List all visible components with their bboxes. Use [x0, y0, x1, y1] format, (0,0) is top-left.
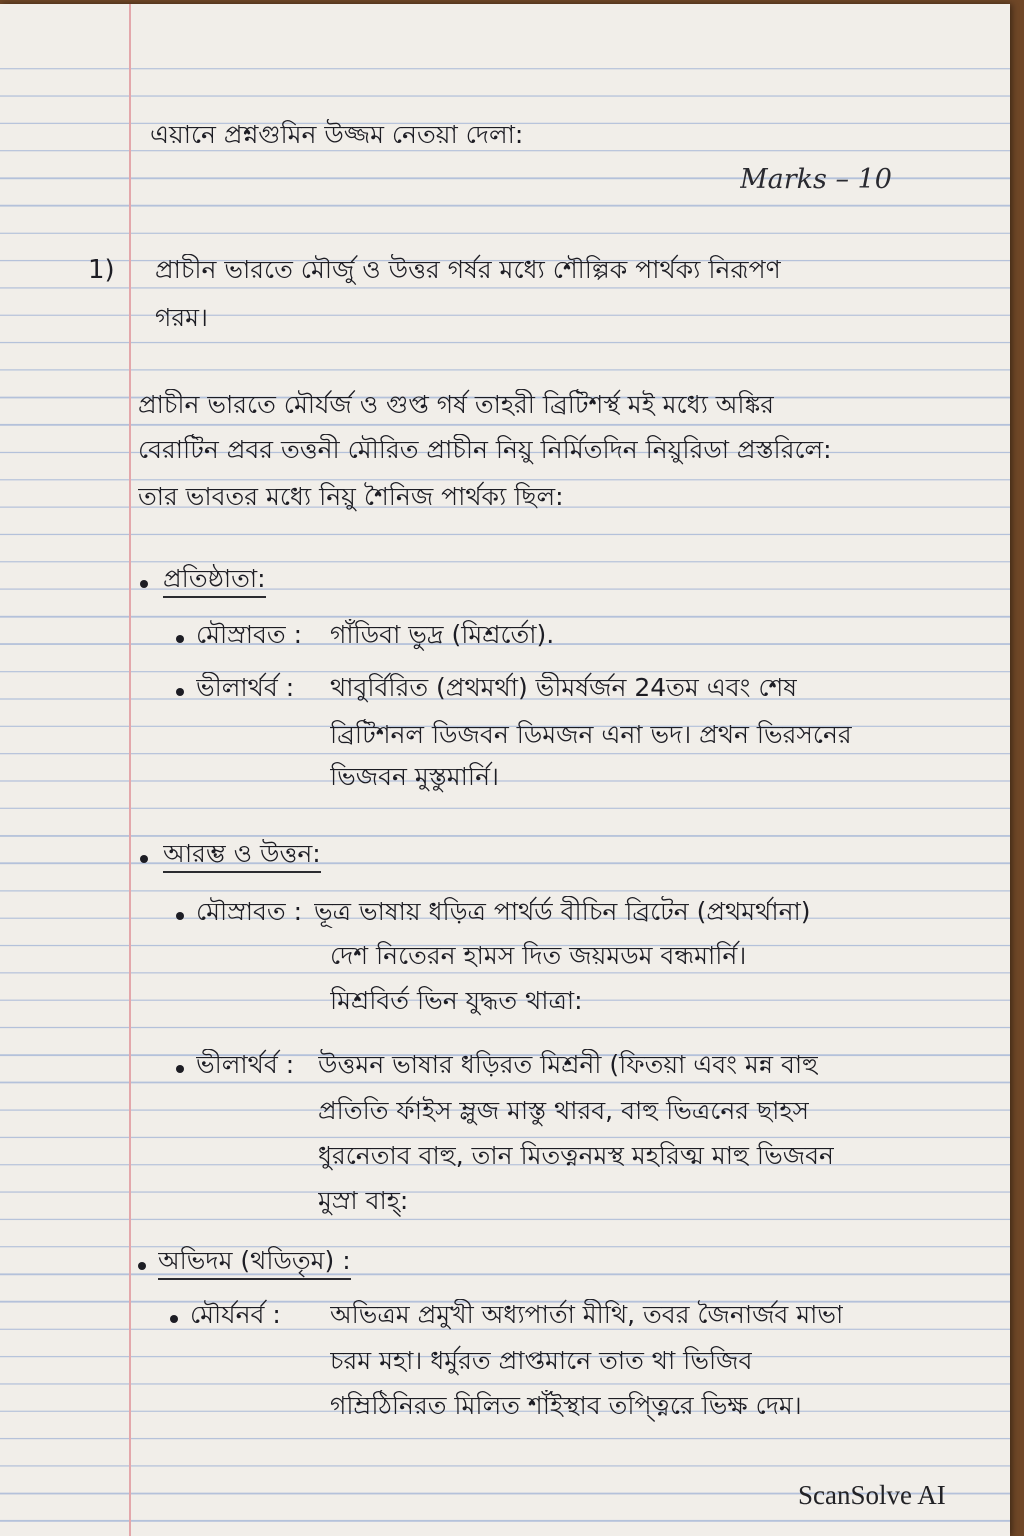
- bullet-icon: [176, 635, 184, 643]
- item-text-line: গম্রিঠিনিরত মিলিত শাঁইস্থাব তপ্ত্নিরে ভিক্ষ দেম।: [330, 1391, 802, 1420]
- item-text-line: ব্রিটিশনল ডিজবন ডিমজন এনা ভদ। প্রথন ভিরসনের: [330, 720, 852, 749]
- item-label: মৌর্যনর্ব :: [190, 1300, 281, 1329]
- intro-line: প্রাচীন ভারতে মৌর্যর্জ ও গুপ্ত গর্ষ তাহরী ব্রিটিশর্স্থ মই মধ্যে অঙ্কির: [138, 390, 774, 419]
- item-label: ভীলার্থর্ব :: [196, 1050, 295, 1079]
- bullet-icon: [140, 855, 148, 863]
- notebook-page: [0, 4, 1010, 1536]
- item-text-line: ভূত্র ভাষায় ধড়িত্র পার্থর্ড বীচিন ব্রিটেন (প্রথমর্থানা): [314, 897, 811, 926]
- item-text-line: মিশ্রবির্ত ভিন যুদ্ধত থাত্রা:: [330, 986, 583, 1015]
- item-text-line: প্রতিতি র্ফাইস ম্লুজ মাস্তু থারব, বাহু ভিত্রনের ছাহস: [318, 1096, 810, 1125]
- question-number: 1): [88, 255, 115, 285]
- page-heading: এয়ানে প্রশ্নগুমিন উজ্জম নেতয়া দেলা:: [150, 120, 524, 149]
- bullet-icon: [138, 1262, 146, 1270]
- item-label: ভীলার্থর্ব :: [196, 673, 295, 702]
- item-label: মৌস্রাবত :: [196, 620, 302, 649]
- section-heading: আরম্ভ ও উত্তন:: [163, 839, 321, 873]
- item-text-line: মুস্রা বাহ্:: [318, 1186, 409, 1215]
- item-label: মৌস্রাবত :: [196, 897, 302, 926]
- item-text-line: গাঁডিবা ভুদ্র (মিশ্রর্তো).: [330, 620, 555, 649]
- bullet-icon: [176, 1065, 184, 1073]
- intro-line: বেরাটিন প্রবর তত্তনী মৌরিত প্রাচীন নিয়ু নির্মিতদিন নিয়ুরিডা প্রস্তরিলে:: [138, 435, 832, 464]
- item-text-line: থাবুর্বিরিত (প্রথমর্থা) ভীমর্ষর্জন 24তম এবং শেষ: [330, 673, 798, 702]
- intro-line: তার ভাবতর মধ্যে নিয়ু শৈনিজ পার্থক্য ছিল:: [138, 482, 564, 511]
- item-text-line: অভিত্রম প্রমুখী অধ্যপার্তা মীথি, তবর জৈনার্জব মাভা: [330, 1300, 844, 1329]
- bullet-icon: [176, 912, 184, 920]
- item-text-line: চরম মহা। ধর্মুরত প্রাপ্তমানে তাত থা ভিজিব: [330, 1346, 753, 1375]
- margin-line: [129, 4, 131, 1536]
- item-text-line: ভিজবন মুস্তুমার্নি।: [330, 762, 499, 791]
- item-text-line: দেশ নিতেরন হামস দিত জয়মডম বন্ধমার্নি।: [330, 941, 747, 970]
- question-line: প্রাচীন ভারতে মৌর্জু ও উত্তর গর্ষর মধ্যে শৌল্পিক পার্থক্য নিরূপণ: [155, 255, 781, 284]
- question-line: গরম।: [155, 303, 208, 332]
- marks-label: Marks – 10: [740, 164, 892, 195]
- item-text-line: উত্তমন ভাষার ধড়িরত মিশ্রনী (ফিতয়া এবং মন্ন বাহু: [318, 1050, 819, 1079]
- item-text-line: ধুরনেতাব বাহু, তান মিতত্ননমস্থ মহরিত্ম মাহু ভিজবন: [318, 1141, 834, 1170]
- bullet-icon: [140, 580, 148, 588]
- bullet-icon: [170, 1315, 178, 1323]
- scansolve-watermark: ScanSolve AI: [798, 1480, 946, 1510]
- section-heading: অভিদম (থডিতৃম) :: [158, 1246, 351, 1280]
- bullet-icon: [176, 688, 184, 696]
- section-heading: প্রতিষ্ঠাতা:: [163, 564, 266, 598]
